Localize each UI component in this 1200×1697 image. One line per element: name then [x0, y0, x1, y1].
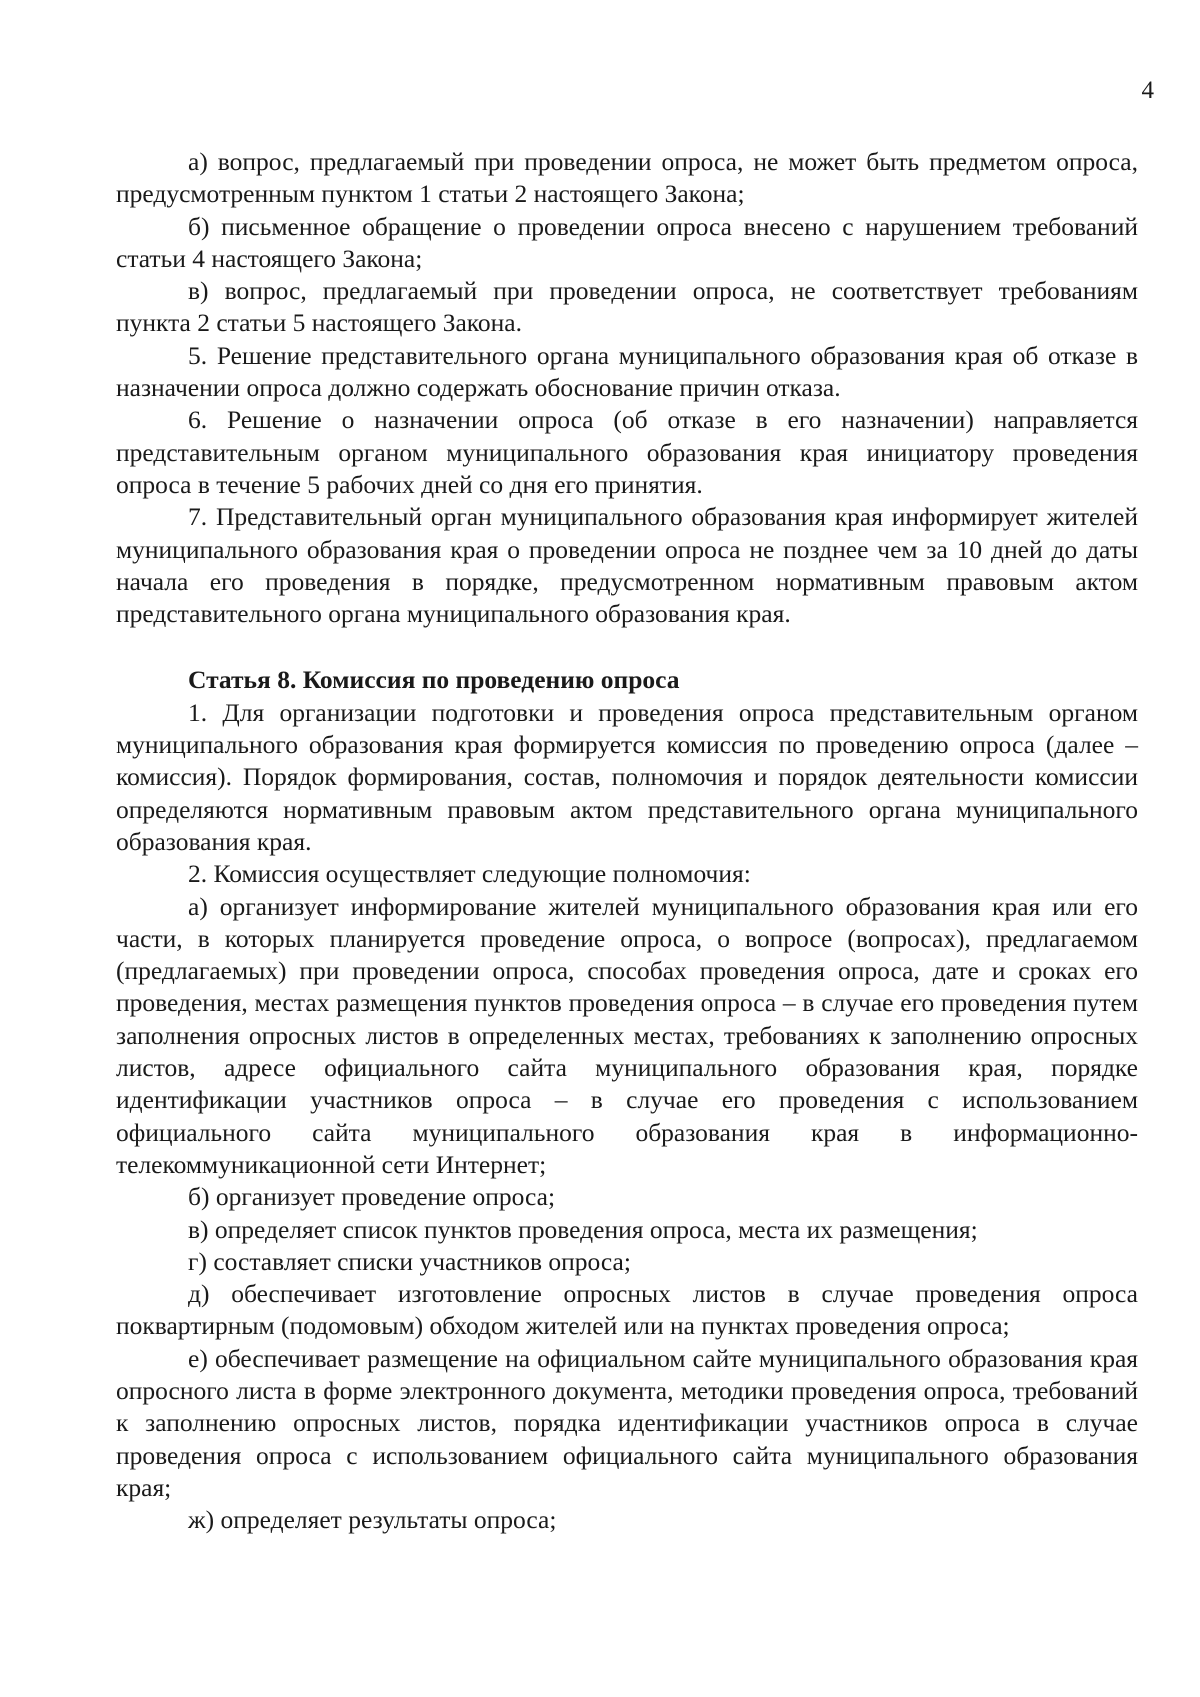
article-8-point-1: 1. Для организации подготовки и проведения опроса представительным органом муниципального образования края формируется комиссия по проведению опроса (далее – комиссия). Порядок формирования, состав, полномочия и порядок деятельности комиссии определяются нормативным правовым актом представительного органа муниципального образования края. [116, 697, 1138, 856]
article-8-heading: Статья 8. Комиссия по проведению опроса [188, 665, 680, 695]
article-8-item-a: а) организует информирование жителей муниципального образования края или его части, в которых планируется проведение опроса, о вопросе (вопросах), предлагаемом (предлагаемых) при проведении опроса, способах проведения опроса, дате и сроках его проведения, местах размещения пунктов проведения опроса – в случае его проведения путем заполнения опросных листов в определенных местах, требованиях к заполнению опросных листов, адресе официального сайта муниципального образования края, порядке идентификации участников опроса – в случае его проведения с использованием официального сайта муниципального образования края в информационно-телекоммуникационной сети Интернет; [116, 891, 1138, 1179]
paragraph-item-v: в) вопрос, предлагаемый при проведении опроса, не соответствует требованиям пункта 2 статьи 5 настоящего Закона. [116, 276, 1138, 338]
paragraph-point-6: 6. Решение о назначении опроса (об отказе в его назначении) направляется представительным органом муниципального образования края инициатору проведения опроса в течение 5 рабочих дней со дня его принятия. [116, 405, 1138, 499]
article-8-item-e: е) обеспечивает размещение на официальном сайте муниципального образования края опросного листа в форме электронного документа, методики проведения опроса, требований к заполнению опросных листов, порядка идентификации участников опроса в случае проведения опроса с использованием официального сайта муниципального образования края; [116, 1343, 1138, 1502]
article-8-item-v: в) определяет список пунктов проведения опроса, места их размещения; [188, 1214, 978, 1244]
paragraph-item-b: б) письменное обращение о проведении опроса внесено с нарушением требований статьи 4 настоящего Закона; [116, 211, 1138, 273]
page-number: 4 [1141, 77, 1154, 104]
article-8-item-g: г) составляет списки участников опроса; [188, 1246, 631, 1276]
document-body [116, 146, 1138, 1536]
article-8-item-b: б) организует проведение опроса; [188, 1182, 556, 1212]
article-8-item-d: д) обеспечивает изготовление опросных листов в случае проведения опроса поквартирным (подомовым) обходом жителей или на пунктах проведения опроса; [116, 1279, 1138, 1341]
article-8-point-2: 2. Комиссия осуществляет следующие полномочия: [188, 859, 751, 889]
paragraph-point-7: 7. Представительный орган муниципального образования края информирует жителей муниципального образования края о проведении опроса не позднее чем за 10 дней до даты начала его проведения в порядке, предусмотренном нормативным правовым актом представительного органа муниципального образования края. [116, 502, 1138, 629]
paragraph-item-a: а) вопрос, предлагаемый при проведении опроса, не может быть предметом опроса, предусмотренным пунктом 1 статьи 2 настоящего Закона; [116, 147, 1138, 209]
article-8-item-zh: ж) определяет результаты опроса; [188, 1505, 557, 1535]
paragraph-point-5: 5. Решение представительного органа муниципального образования края об отказе в назначении опроса должно содержать обоснование причин отказа. [116, 340, 1138, 403]
